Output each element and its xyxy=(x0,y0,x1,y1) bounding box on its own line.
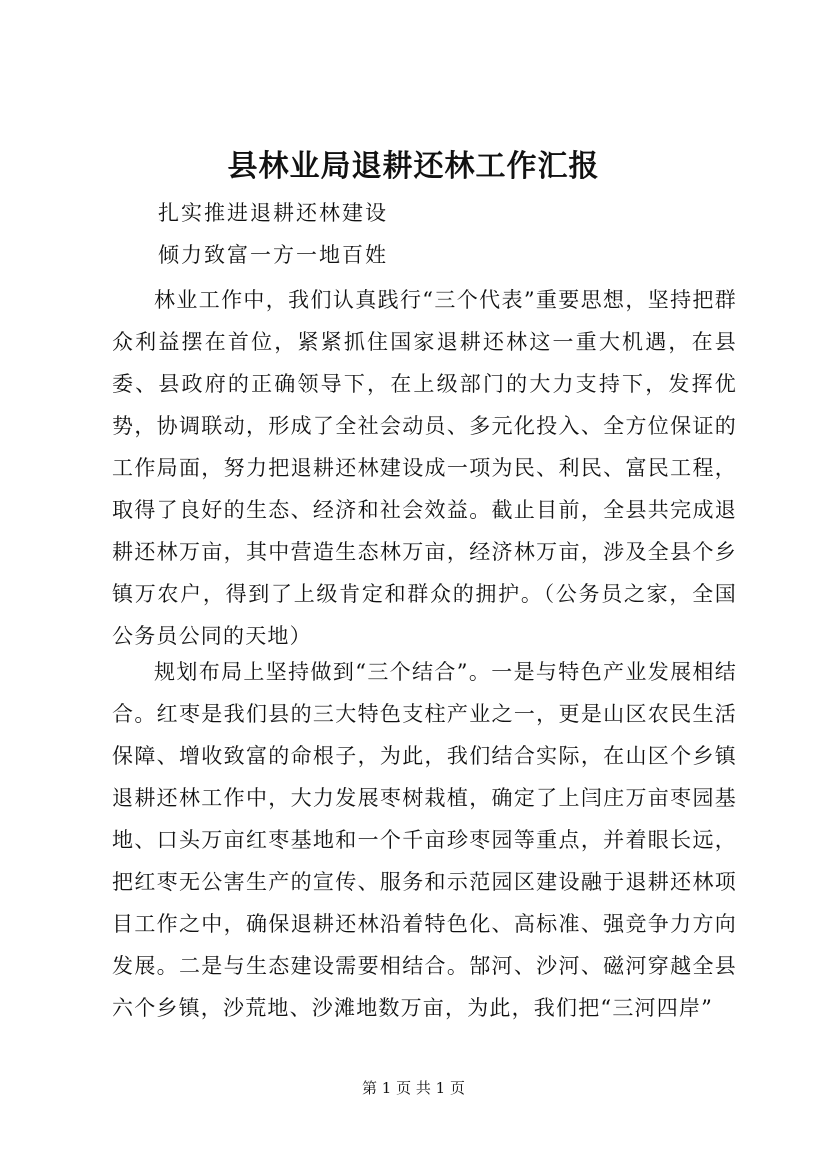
page-footer: 第 1 页 共 1 页 xyxy=(362,1079,465,1097)
subtitle-line-1: 扎实推进退耕还林建设 xyxy=(158,201,388,225)
document-title: 县林业局退耕还林工作汇报 xyxy=(227,149,600,184)
body-paragraph: 林业工作中，我们认真践行“三个代表”重要思想，坚持把群众利益摆在首位，紧紧抓住国家退耕还林这一重大机遇，在县委、县政府的正确领导下，在上级部门的大力支持下，发挥优势，协调联动，形成了全社会动员、多元化投入、全方位保证的工作局面，努力把退耕还林建设成一项为民、利民、富民工程，取得了良好的生态、经济和社会效益。截止目前，全县共完成退耕还林万亩，其中营造生态林万亩，经济林万亩，涉及全县个乡镇万农户，得到了上级肯定和群众的拥护。（公务员之家，全国公务员公同的天地） xyxy=(112,288,737,648)
subtitle-line-2: 倾力致富一方一地百姓 xyxy=(158,243,388,267)
body-paragraph: 规划布局上坚持做到“三个结合”。一是与特色产业发展相结合。红枣是我们县的三大特色支柱产业之一，更是山区农民生活保障、增收致富的命根子，为此，我们结合实际，在山区个乡镇退耕还林工作中，大力发展枣树栽植，确定了上闫庄万亩枣园基地、口头万亩红枣基地和一个千亩珍枣园等重点，并着眼长远，把红枣无公害生产的宣传、服务和示范园区建设融于退耕还林项目工作之中，确保退耕还林沿着特色化、高标准、强竞争力方向发展。二是与生态建设需要相结合。郜河、沙河、磁河穿越全县六个乡镇，沙荒地、沙滩地数万亩，为此，我们把“三河四岸” xyxy=(112,660,737,1020)
